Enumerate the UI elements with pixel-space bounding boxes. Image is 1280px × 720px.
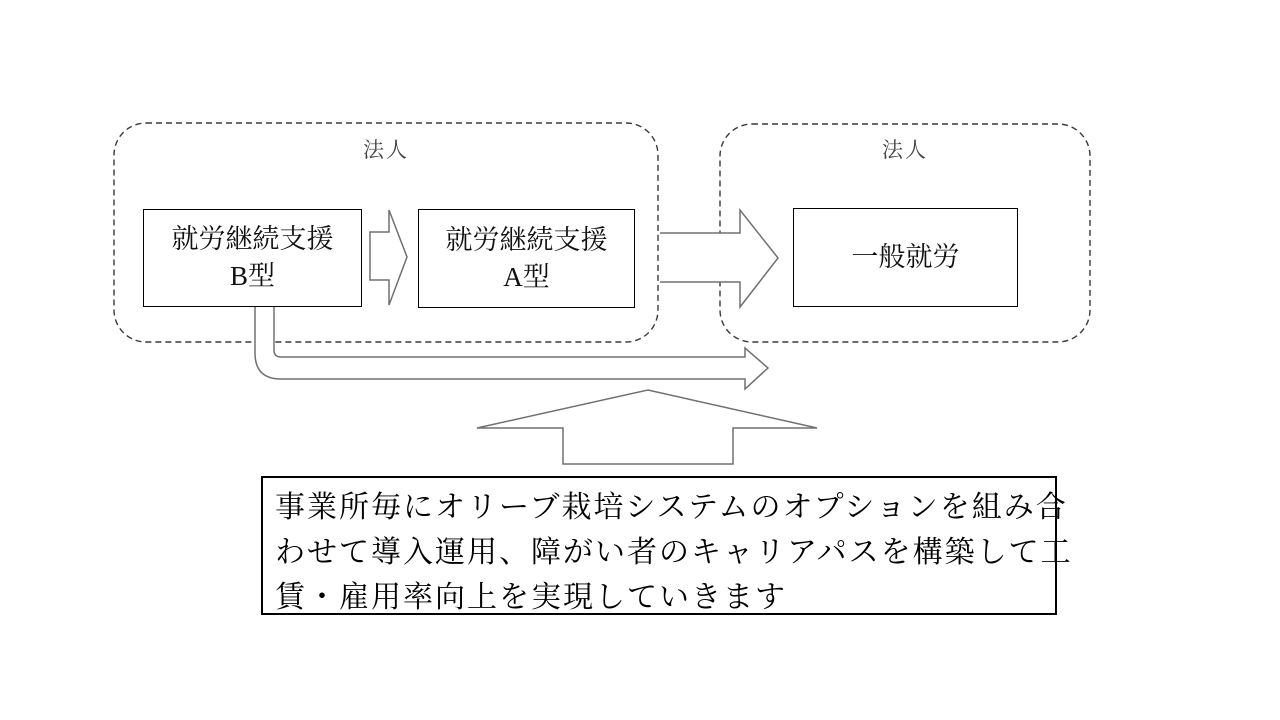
- caption-line-3: 賃・雇用率向上を実現していきます: [275, 581, 787, 614]
- arrow-caption-up-icon: [477, 390, 817, 464]
- caption-line-2: わせて導入運用、障がい者のキャリアパスを構築して工: [275, 536, 1073, 569]
- node-support-a-type: [418, 209, 635, 308]
- elbow-arrow-b-bypass-to-general-icon: [255, 305, 768, 389]
- node-support-a-line1: 就労継続支援: [445, 224, 608, 255]
- node-general-employment-label: 一般就労: [851, 242, 960, 272]
- group-label-right-corporation: 法人: [882, 139, 928, 162]
- node-support-b-line2: B型: [229, 261, 275, 291]
- arrow-group-to-general-icon: [660, 210, 778, 307]
- group-label-left-corporation: 法人: [363, 139, 409, 162]
- caption-line-1: 事業所毎にオリーブ栽培システムのオプションを組み合: [275, 491, 1068, 524]
- node-general-employment: [793, 208, 1018, 307]
- arrow-b-to-a-icon: [370, 210, 407, 305]
- node-support-b-type: [143, 209, 362, 307]
- caption-box: [261, 476, 1073, 615]
- node-support-b-line1: 就労継続支援: [171, 224, 334, 254]
- node-support-a-line2: A型: [503, 261, 550, 292]
